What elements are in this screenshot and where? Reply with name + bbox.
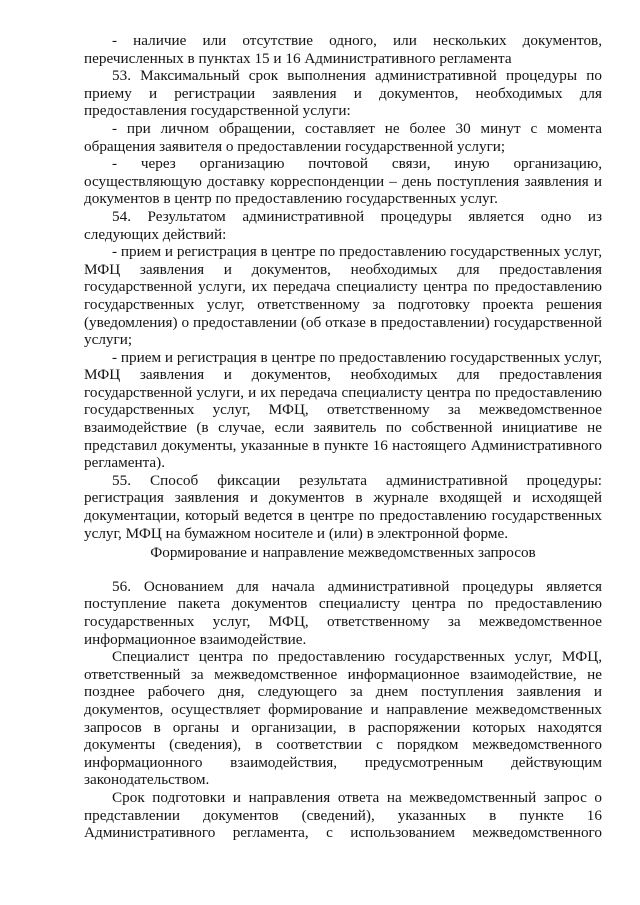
paragraph-documents-presence: - наличие или отсутствие одного, или нескольких документов, перечисленных в пунктах 15 и 16 Административного регламента xyxy=(84,32,602,67)
paragraph-55-fixation: 55. Способ фиксации результата административной процедуры: регистрация заявления и документов в журнале входящей и исходящей документации, который ведется в центре по предоставлению государственных услуг, МФЦ на бумажном носителе и (или) в электронной форме. xyxy=(84,471,602,542)
paragraph-response-term: Срок подготовки и направления ответа на межведомственный запрос о представлении документов (сведений), указанных в пункте 16 Административного регламента, с использованием межведомственного xyxy=(84,788,602,842)
paragraph-personal-appeal: - при личном обращении, составляет не более 30 минут с момента обращения заявителя о предоставлении государственной услуги; xyxy=(84,119,602,155)
paragraph-56-basis: 56. Основанием для начала административной процедуры является поступление пакета документов специалисту центра по предоставлению государственных услуг, МФЦ, ответственному за межведомственное информационное взаимодействие. xyxy=(84,577,602,648)
paragraph-specialist-requests: Специалист центра по предоставлению государственных услуг, МФЦ, ответственный за межведомственное информационное взаимодействие, не позднее рабочего дня, следующего за днем поступления заявления и документов, осуществляет формирование и направление межведомственных запросов в органы и организации, в распоряжении которых находятся документы (сведения), в соответствии с порядком межведомственного информационного взаимодействия, предусмотренным действующим законодательством. xyxy=(84,648,602,789)
paragraph-postal-delivery: - через организацию почтовой связи, иную организацию, осуществляющую доставку корреспонденции – день поступления заявления и документов в центр по предоставлению государственных услуг. xyxy=(84,155,602,208)
paragraph-result-option-1: - прием и регистрация в центре по предоставлению государственных услуг, МФЦ заявления и документов, необходимых для предоставления государственной услуги, их передача специалисту центра по предоставлению государственных услуг, ответственному за подготовку проекта решения (уведомления) о предоставлении (об отказе в предоставлении) государственной услуги; xyxy=(84,243,602,349)
section-heading: Формирование и направление межведомственных запросов xyxy=(150,544,536,562)
paragraph-54-result: 54. Результатом административной процедуры является одно из следующих действий: xyxy=(84,207,602,243)
paragraph-53-max-term: 53. Максимальный срок выполнения административной процедуры по приему и регистрации заявления и документов, необходимых для предоставления государственной услуги: xyxy=(84,67,602,120)
paragraph-result-option-2: - прием и регистрация в центре по предоставлению государственных услуг, МФЦ заявления и документов, необходимых для предоставления государственной услуги, и их передача специалисту центра по предоставлению государственных услуг, МФЦ, ответственному за межведомственное взаимодействие (в случае, если заявитель по собственной инициативе не представил документы, указанные в пункте 16 настоящего Административного регламента). xyxy=(84,348,602,472)
section-gap xyxy=(84,562,602,578)
document-page xyxy=(84,32,602,842)
